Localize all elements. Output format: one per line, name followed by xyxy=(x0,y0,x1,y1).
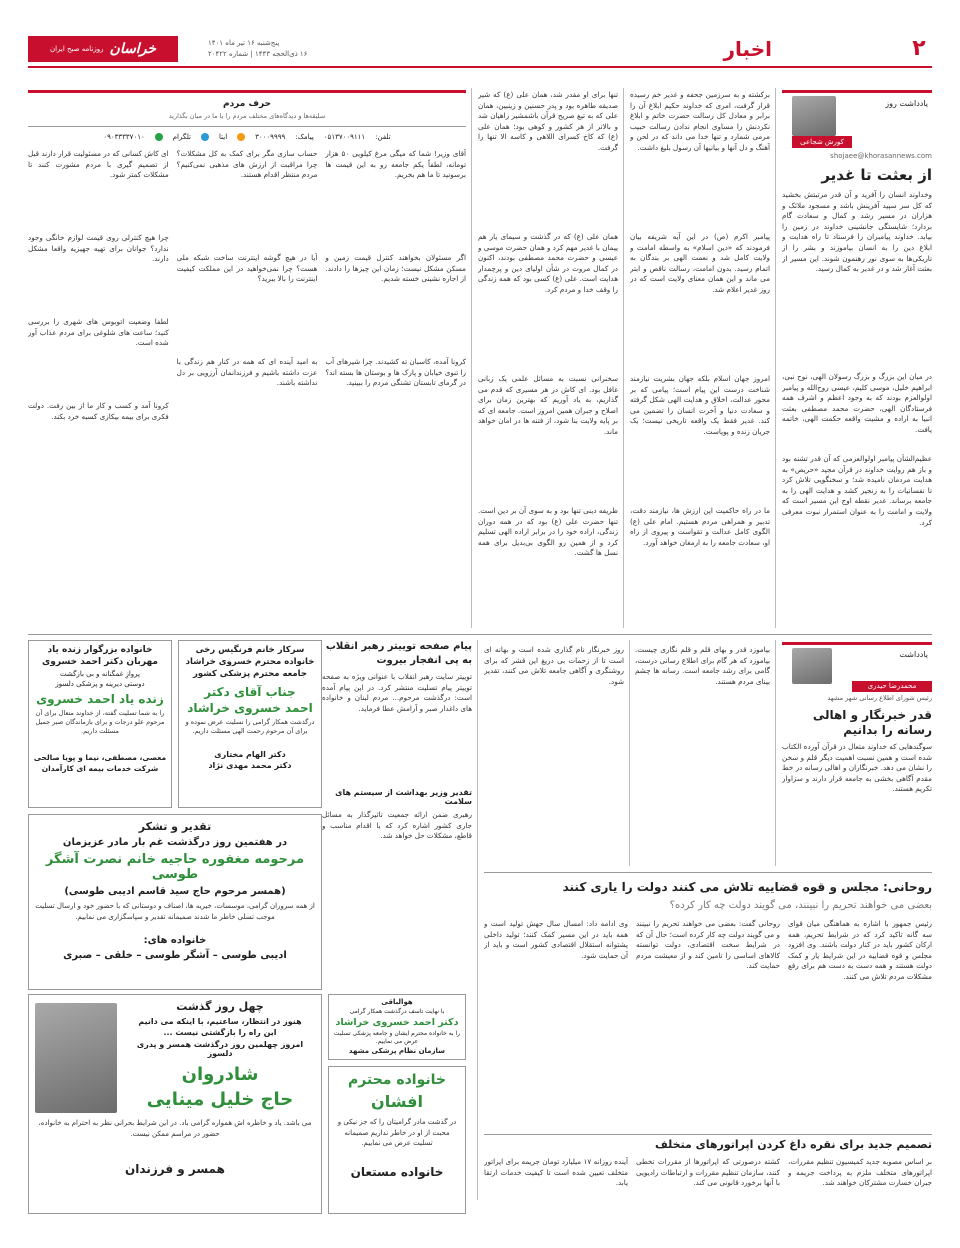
column-divider xyxy=(775,88,776,628)
telegram-label: تلگرام xyxy=(172,133,191,141)
bottom-paragraph: کشته درصورتی که اپراتورها از مقررات تخطی کنند، سازمان تنظیم مقررات و ارتباطات رادیویی با آنها برخورد قانونی می کند. xyxy=(636,1157,780,1188)
note1-email: shojaee@khorasannews.com xyxy=(830,152,932,160)
ad3-body: از همه سروران گرامی، موسسات، خیریه ها، اصناف و دوستانی که با حضور خود و ارسال تسلیت موجب تسلی خاطر ما شدند صمیمانه تقدیر و سپاسگزاری می نماییم. xyxy=(35,902,315,921)
note2-title: قدر خبرنگار و اهالی رسانه را بدانیم xyxy=(812,708,932,737)
ad6-family: همسر و فرزندان xyxy=(125,1162,225,1176)
reporter-text: روز خبرنگار نام گذاری شده است و بهانه ای است تا از زحمات بی دریغ این قشر که برای روشنگری و آگاهی جامعه تلاش می کنند، تقدیر شود. xyxy=(484,645,624,686)
ad2-name-line2: احمد خسروی خراشاد xyxy=(187,701,313,715)
column-divider xyxy=(477,640,478,1200)
bottom-headline: تصمیم جدید برای نقره داغ کردن اپراتورهای متخلف xyxy=(655,1138,932,1151)
ad1-name: زنده یاد احمد خسروی xyxy=(36,692,164,706)
page-number: ۲ xyxy=(912,36,926,61)
leader-subheadline: تقدیر وزیر بهداشت از سیستم های سلامت xyxy=(335,788,472,806)
ali-paragraph: تنها برای او مقدر شد، همان علی (ع) که شیر صدیقه طاهره بود و پدر حسنین و زینبین، همان علی که به تیغ صریح قرآن باشمشیر راهیان شد و بالاتر از هر کشور و کوهی بود؛ همان علی (ع) که کاخ کسرای اللاهی و کاسه الا تنها را گرفت. xyxy=(478,90,618,152)
ali-paragraph: همان علی (ع) که در گذشت و سیمای یار هم پیمان با غدیر مهم کرد و همان حضرت موسی و عیسی و حضرت محمد مصطفی بودند، اکنون در کمال مروت در شأن اولیای دین و پرچمدار هدایت است. علی (ع) کسی بود که همه زندگی را وقف خدا و مردم کرد. xyxy=(478,232,618,294)
ad1-line4: دوستی دیرینه و پزشکی دلسوز xyxy=(55,680,145,688)
sms-message: لطفا وضعیت اتوبوس های شهری را بررسی کنید؛ ساعت های شلوغی برای مردم عذاب آور شده است. xyxy=(28,317,169,348)
note2-role: رئیس شورای اطلاع رسانی شهر مشهد xyxy=(827,694,932,702)
note1-paragraph: عظیم‌الشأن پیامبر اولوالعزمی که آن قدر تشنه بود و باز هم روایت خداوند در قرآن مجید «حریص» به هدایت مردمان نامیده شد؛ و سخنگویی تلاش کرد تا نفسانیات را به زنجیر کشد و هدایت الهی را به جامعه برساند. غدیر نقطه اوج این مسیر است که ولایت و امامت را به عنوان استمرار نبوت معرفی کرد. xyxy=(782,454,932,527)
note1-paragraph: وخداوند انسان را آفرید و آن قدر مرتبتش بخشید که کل سر سپید آفرینش باشد و مسجود ملائک و هزاران در مسیر رشد و کمال و سعادت گام بردارد؛ شایستگی جانشینی خداوند در زمین را بیابد. خداوند پیامبران را فرستاد تا راه هدایت و ابلاغ دین را به انسان بیاموزند و بشر را از تاریکی‌ها به سوی نور رهنمون شوند. این مسیر از بعثت آغاز شد و در غدیر به کمال رسید. xyxy=(782,190,932,274)
ad6-line1: هنوز در انتظار، ساعتیم، با اینکه می دانیم xyxy=(138,1017,302,1026)
header-date-2: ۱۶ ذی‌الحجه ۱۴۴۳ | شماره ۲۰۴۲۲ xyxy=(208,50,308,58)
section-divider xyxy=(484,872,932,873)
sms-contact-bar xyxy=(28,133,466,141)
section-divider xyxy=(28,634,932,635)
bottom-paragraph: آینده روزانه ۱۷ میلیارد تومان جریمه برای اپراتور متخلف تعیین شده است تا کیفیت خدمات ارتقا یابد. xyxy=(484,1157,628,1188)
column-divider xyxy=(471,88,472,628)
column-divider xyxy=(623,88,624,628)
main-paragraph: روحانی گفت: بعضی می خواهند تحریم را نبینند و می گویند دولت چه کار کرده است؛ حال آن که در شرایط سخت اقتصادی، دولت توانسته کالاهای اساسی را تامین کند و از معیشت مردم حمایت کند. xyxy=(636,919,780,971)
ad3-family-label: خانواده های: xyxy=(143,935,207,946)
sms-label: پیامک: xyxy=(295,133,314,141)
sms-divider xyxy=(28,126,466,127)
leader-text: توییتر سایت رهبر انقلاب با عنوانی ویژه به صفحه توییتر پیام تسلیت منتشر کرد. در این پیام آمده است: درگذشت مرحوم... مردم لبنان و خانواده های داغدار صبر و آرامش عطا فرماید. xyxy=(322,672,472,713)
main-headline: مجلس و قوه قضاییه تلاش می کنند دولت را یاری کنند xyxy=(562,880,880,894)
middle-paragraph: پیامبر اکرم (ص) در این آیه شریفه بیان فرمودند که «دین اسلام» به واسطه امامت و ولایت کامل شد و نعمت الهی بر بندگان به اتمام رسید. بدون امامت، رسالت ناقص و ابتر می ماند و این همان معنای ولایت است که در روز غدیر اعلام شد. xyxy=(630,232,770,294)
note2-kicker: یادداشت xyxy=(899,650,928,659)
sms-message-columns xyxy=(28,149,466,471)
main-kicker: روحانی: xyxy=(883,880,932,894)
ad-condolence-medical-org xyxy=(328,994,466,1060)
ad2-line3: جامعه محترم پزشکی کشور xyxy=(193,669,307,679)
ad3-title: تقدیر و تشکر xyxy=(138,820,212,833)
ad6-title: چهل روز گذشت xyxy=(176,1000,264,1013)
whatsapp-icon xyxy=(155,133,163,141)
sms-message: کرونا آمد و کسب و کار ما از بین رفت. دولت فکری برای بیمه بیکاری کسبه خرد بکند. xyxy=(28,401,169,421)
ad2-line1: سرکار خانم فرنگیس رخی xyxy=(195,645,305,655)
ad1-body: را به شما تسلیت گفته، از خداوند متعال برای آن مرحوم علو درجات و برای بازماندگان صبر جمیل مسئلت داریم. xyxy=(35,709,165,735)
note2-continuation xyxy=(635,645,770,865)
section-divider xyxy=(484,1134,932,1135)
column-divider xyxy=(775,640,776,866)
bottom-body xyxy=(484,1157,932,1217)
ad2-signer2: دکتر محمد مهدی نژاد xyxy=(208,761,292,770)
ad6-text-area xyxy=(124,1000,316,1110)
ad3-sub: (همسر مرحوم حاج سید قاسم ادیبی طوسی) xyxy=(64,886,286,897)
ad6-name2: حاج خلیل مینایی xyxy=(146,1089,294,1110)
note2-author: محمدرضا حیدری xyxy=(852,681,932,692)
ita-icon xyxy=(237,133,245,141)
note1-author-photo xyxy=(792,96,836,136)
ali-column xyxy=(478,90,618,630)
main-subheadline: بعضی می خواهند تحریم را نبینند، می گویند دولت چه کار کرده؟ xyxy=(669,900,932,911)
sms-message: حساب سازی مگر برای کمک به کل مشکلات؟ چرا مراقبت از ارزش های مذهبی نمی‌کنیم؟ مردم منتظر اقدام هستند. xyxy=(176,149,318,180)
whatsapp-number[interactable]: ۰۹۰۳۳۳۳۷۰۱۰ xyxy=(103,133,145,141)
page-header xyxy=(28,36,932,64)
note2-author-photo xyxy=(792,648,832,684)
ad-appreciation-adibi xyxy=(28,814,322,990)
telegram-icon xyxy=(201,133,209,141)
leader-headline: پیام صفحه توییتر رهبر انقلاب به پی انفجار بیروت xyxy=(325,641,472,666)
ad4-body: با نهایت تاسف درگذشت همکار گرامی xyxy=(349,1008,445,1015)
ad6-name1: شادروان xyxy=(181,1064,259,1085)
section-title: اخبار xyxy=(723,37,772,61)
middle-paragraph: امروز جهان اسلام بلکه جهان بشریت نیازمند شناخت درست این پیام است؛ پیامی که بر محور عدالت، اخلاق و هدایت الهی شکل گرفته و سعادت دنیا و آخرت انسان را تضمین می کند. غدیر فقط یک واقعه تاریخی نیست؛ یک جریان زنده و پویاست. xyxy=(630,374,770,436)
ad5-body: در گذشت مادر گرامیتان را که جز نیکی و محبت از او در خاطر نداریم صمیمانه تسلیت عرض می نماییم. xyxy=(337,1118,457,1148)
logo-name: خراسان xyxy=(109,41,157,57)
ad5-line1: خانواده محترم xyxy=(348,1072,446,1088)
note2-continuation-text: بیاموزد قدر و بهای قلم و قلم نگاری چیست. بیاموزد که هر گام برای اطلاع رسانی درست، گامی برای رشد جامعه است. رسانه ها چشم بینای مردم هستند. xyxy=(635,645,770,686)
ad3-line1: در هفتمین روز درگذشت غم بار مادر عزیزمان xyxy=(62,837,288,848)
sms-number[interactable]: ۳۰۰۰۹۹۹۹ xyxy=(255,133,286,141)
ad5-family: خانواده مستعان xyxy=(350,1165,444,1179)
sms-title: حرف مردم xyxy=(222,99,272,109)
ad-condolence-afshan xyxy=(328,1066,466,1214)
ad4-name: دکتر احمد خسروی خراشاد xyxy=(335,1017,459,1028)
sms-column xyxy=(325,149,466,471)
middle-paragraph: ما در راه حاکمیت این ارزش ها، نیازمند دقت، تدبیر و همراهی مردم هستیم. امام علی (ع) الگوی کامل عدالت و تقواست و پیروی از راه او، سعادت جامعه را به ارمغان خواهد آورد. xyxy=(630,506,770,547)
main-body xyxy=(484,919,932,1119)
leader-text: رهبری ضمن ارائه جمعیت تاثیرگذار به مسائل جاری کشور اشاره کرد که با اقدام مناسب و قاطع، مشکلات حل خواهد شد. xyxy=(322,810,472,841)
ad1-line2: مهربان دکتر احمد خسروی xyxy=(42,657,158,667)
main-paragraph: وی ادامه داد: امسال سال جهش تولید است و همه باید در این مسیر کمک کنند؛ تولید داخلی پشتوانه استقلال اقتصادی کشور است و باید از آن حمایت شود. xyxy=(484,919,628,960)
main-headline-row xyxy=(484,880,932,894)
header-rule xyxy=(28,66,932,68)
main-paragraph: رئیس جمهور با اشاره به هماهنگی میان قوای سه گانه تاکید کرد که در شرایط تحریم، همه ارکان کشور باید در کنار دولت باشند. وی افزود مجلس و قوه قضاییه در این شرایط یار و کمک دولت هستند و همه دست به دست هم برای رفع مشکلات مردم تلاش می کنند. xyxy=(788,919,932,981)
ad1-signers2: شرکت خدمات بیمه ای کارآمدان xyxy=(41,764,159,773)
sms-phone-label: تلفن: xyxy=(375,133,391,141)
sms-phone[interactable]: ۰۵۱۳۷۰۰۹۱۱۱ xyxy=(323,133,366,141)
ad1-line1: خانواده بزرگوار زنده یاد xyxy=(47,645,153,655)
note2-top-rule xyxy=(782,642,932,645)
note1-top-rule xyxy=(782,90,932,93)
sms-message: به امید آینده ای که همه در کنار هم زندگی با عزت داشته باشیم و فرزندانمان آرزویی بر دل نداشته باشند. xyxy=(176,357,318,388)
ad3-name: مرحومه مغفوره حاجیه خانم نصرت آشگر طوسی xyxy=(45,852,305,882)
sms-message: آقای وزیر! شما که میگی مرغ کیلویی ۵۰ هزار تومانه، لطفاً یکم جامعه رو به این قیمت ها برسونید تا ما هم بخریم. xyxy=(325,149,466,180)
ad4-heading: هوالباقی xyxy=(381,998,413,1006)
middle-paragraph: برکشته و به سرزمین جحفه و غدیر خم رسیده قرار گرفت، امری که خداوند حکیم ابلاغ آن را برابر و معادل کل رسالت حضرت خاتم و ابلاغ نکردنش را مساوی انجام ندادن رسالت حبیب مرمی شمارد و تنها خدا می داند که در لحن و آهنگ و دل آنها و بیانیها آن رسول بلیغ داشت. xyxy=(630,90,770,152)
note2-column xyxy=(782,642,932,864)
note1-kicker: یادداشت روز xyxy=(885,99,928,108)
ad4-body2: را به خانواده محترم ایشان و جامعه پزشکی تسلیت عرض می نماییم. xyxy=(333,1030,461,1045)
ad2-line2: خانواده محترم خسروی خراشاد xyxy=(185,657,315,667)
note1-author-tag: کورش شجاعی xyxy=(792,136,852,148)
sms-section xyxy=(28,90,466,630)
note1-paragraph: در میان این بزرگ و بزرگ رسولان الهی، نوح نبی، ابراهیم خلیل، موسی کلیم، عیسی روح‌الله و پیامبر اولوالعزم بودند که به وجود اعظم و اشرف همه فرستادگان الهی، حضرت محمد مصطفی بعثت انبیا به اراده و مشیت واقعه حکمت الهی، خاتمه یافت. xyxy=(782,372,932,434)
bottom-story xyxy=(484,1138,932,1220)
sms-top-rule xyxy=(28,90,466,93)
ad2-name-line1: جناب آقای دکتر xyxy=(204,685,296,699)
ad-fortieth-minaei xyxy=(28,994,322,1214)
main-story xyxy=(484,880,932,1130)
sms-column xyxy=(177,149,318,471)
column-divider xyxy=(629,640,630,866)
ad3-family: ادیبی طوسی – آشگر طوسی – خلقی – صبری xyxy=(63,950,287,961)
ad-condolence-khosravi-colleagues xyxy=(178,640,322,808)
ad5-name: افشان xyxy=(371,1092,423,1111)
ad1-signers: معصی، مصطفی، نیما و پویا صالحی xyxy=(33,753,167,762)
ad2-signer: دکتر الهام مختاری xyxy=(214,750,286,759)
sms-message: آیا در هیچ گوشه اینترنت ساخت شبکه ملی هست؟ چرا نمی‌خواهید در این مملکت کیفیت اینترنت را بالا ببرید؟ xyxy=(176,253,318,284)
note1-title: از بعثت تا غدیر xyxy=(821,166,932,184)
ad6-body: می باشد. یاد و خاطره اش همواره گرامی باد. در این شرایط بحرانی نظر به احترام به خانواده، حضور در مراسم ممکن نیست. xyxy=(38,1119,312,1138)
ad4-signer: سازمان نظام پزشکی مشهد xyxy=(348,1047,446,1055)
sms-message: کرونا آمده، کاسبان ته کشیدند. چرا شیرهای آب را تنوی خیابان و پارک ها و بوستان ها بسته اند؟ در گرمای تابستان تشنگی مردم را ببینید. xyxy=(325,357,466,388)
note2-text: سوگندهایی که خداوند متعال در قرآن آورده الکتاب شده است و همین نسبت اهمیت دیگر قلم و سخن را نشان می دهد. خبرنگاران و اهالی رسانه در خط مقدم آگاهی بخشی به جامعه قرار دارند و سزاوار تکریم هستند. xyxy=(782,742,932,794)
sms-column xyxy=(28,149,169,471)
reporter-column xyxy=(484,645,624,865)
sms-subtitle: سلیقه‌ها و دیدگاه‌های مختلف مردم را با ما در میان بگذارید xyxy=(168,112,326,120)
ad6-line3: امروز چهلمین روز درگذشت همسر و پدری دلسوز xyxy=(136,1040,304,1058)
ad6-portrait xyxy=(35,1003,117,1113)
sms-message: ای کاش کسانی که در مسئولیت قرار دارند قبل از تصمیم گیری با مردم مشورت کنند تا مشکلات کمتر شود. xyxy=(28,149,169,180)
logo-tag: روزنامه صبح ایران xyxy=(49,45,104,53)
ad-condolence-khosravi-friends xyxy=(28,640,172,808)
ita-label: ایتا xyxy=(219,133,228,141)
sms-message: چرا هیچ کنترلی روی قیمت لوازم خانگی وجود ندارد؟ جوانان برای تهیه جهیزیه واقعا مشکل دارند. xyxy=(28,233,169,264)
ad2-body: درگذشت همکار گرامی را تسلیت عرض نموده و برای آن مرحوم رحمت الهی مسئلت داریم. xyxy=(185,718,315,735)
ali-paragraph: سخنرانی نسبت به مسائل علمی یک زبانی غافل بود. ای کاش در هر مسیری که قدم می گذاریم، به یاد آوریم که بهترین زمان برای اصلاح و جبران همین امروز است. جامعه ای که بر پایه ولایت بنا شود، از فتنه ها در امان خواهد ماند. xyxy=(478,374,618,436)
bottom-paragraph: بر اساس مصوبه جدید کمیسیون تنظیم مقررات، اپراتورهای متخلف ملزم به پرداخت جریمه و جبران خسارت مشترکان خواهند شد. xyxy=(788,1157,932,1188)
ad1-line3: پروازِ غمگنانه و بی بازگشت xyxy=(59,670,140,678)
middle-column xyxy=(630,90,770,630)
header-date-1: پنج‌شنبه ۱۶ تیر ماه ۱۴۰۱ xyxy=(208,39,280,47)
leader-piece xyxy=(322,640,472,970)
sms-message: اگر مسئولان بخواهند کنترل قیمت زمین و مسکن مشکل نیست؛ زمان این چیزها را دادند. از اجاره نشینی خسته شدیم. xyxy=(325,253,466,284)
ad6-line2: این راه را بازگشتی نیست ... xyxy=(163,1028,277,1037)
note1-column xyxy=(782,90,932,630)
ali-paragraph: ظریفه دینی تنها بود و به سوی آن بر دین است. تنها حضرت علی (ع) بود که در همه دوران زندگی، اراده خود را در برابر اراده الهی تسلیم کرد و از همین رو الگوی بی‌بدیل برای همه نسل ها گشت. xyxy=(478,506,618,558)
logo-box xyxy=(28,36,178,62)
